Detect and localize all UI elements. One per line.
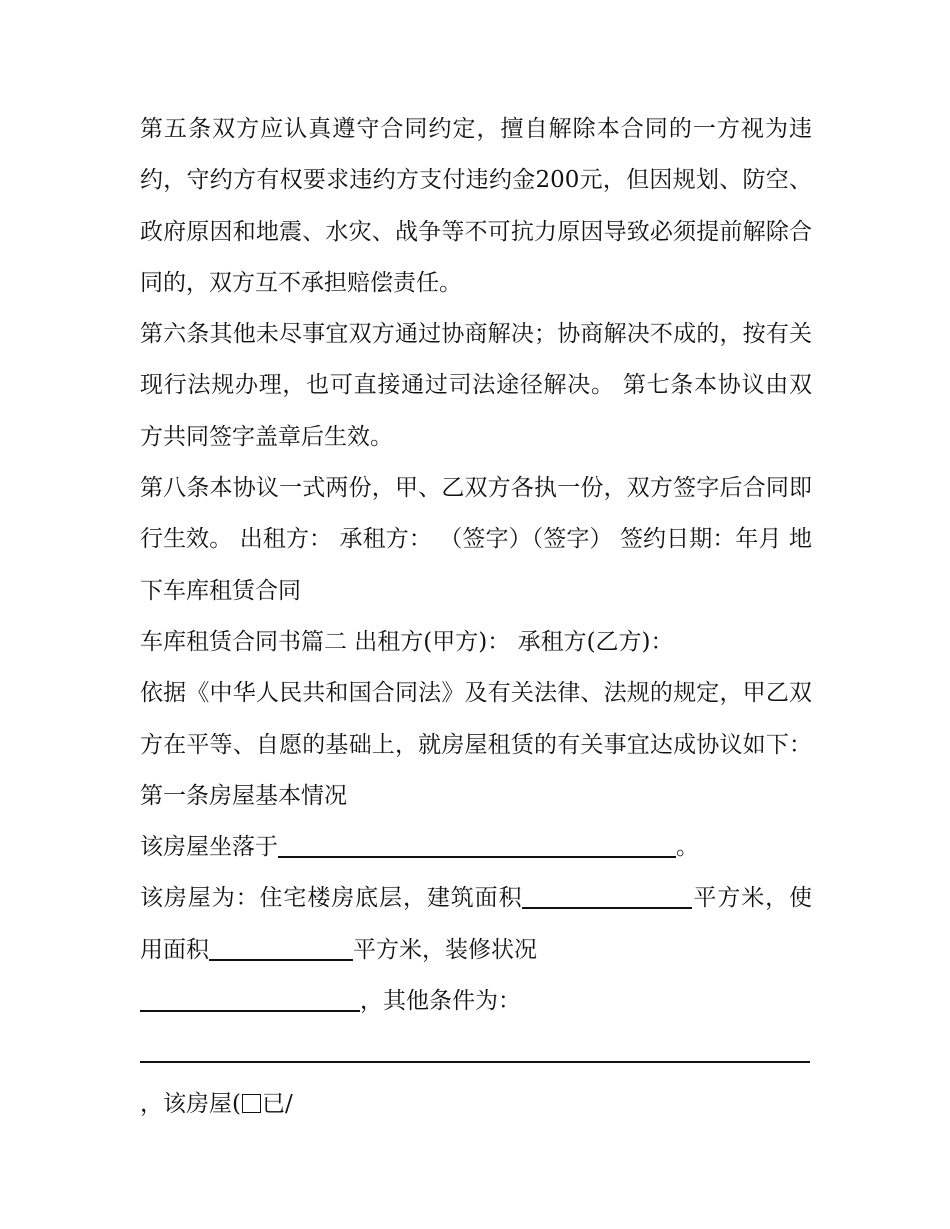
location-label: 该房屋坐落于 <box>140 834 278 861</box>
other-conditions-label: ，其他条件为： <box>360 988 521 1015</box>
decoration-label: 平方米，装修状况 <box>353 936 537 963</box>
building-area-blank <box>522 885 692 909</box>
checkbox-icon <box>242 1094 261 1113</box>
contract-text <box>140 104 812 1130</box>
building-area-label: 该房屋为：住宅楼房底层，建筑面积 <box>140 885 523 912</box>
article-8-paragraph <box>140 463 812 617</box>
house-status-option: 已/ <box>261 1090 293 1117</box>
other-conditions-blank <box>140 1039 810 1063</box>
house-status-label: ，该房屋( <box>140 1090 241 1117</box>
usable-area-label: 平方米，使用面积 <box>140 885 813 963</box>
location-blank <box>278 834 676 858</box>
article-5-text: 第五条双方应认真遵守合同约定，擅自解除本合同的一方视为违约，守约方有权要求违约方支付违约金200元，但因规划、防空、政府原因和地震、水灾、战争等不可抗力原因导致必须提前解除合同的，双方互不承担赔偿责任。 <box>140 116 812 296</box>
article-6-7-paragraph <box>140 309 812 463</box>
decoration-blank <box>140 988 360 1012</box>
preamble-text: 依据《中华人民共和国合同法》及有关法律、法规的规定，甲乙双方在平等、自愿的基础上，就房屋租赁的有关事宜达成协议如下： 第一条房屋基本情况 <box>140 680 812 809</box>
location-end: 。 <box>676 834 699 861</box>
location-line <box>140 822 812 873</box>
article-6-7-text: 第六条其他未尽事宜双方通过协商解决；协商解决不成的，按有关现行法规办理，也可直接通过司法途径解决。 第七条本协议由双方共同签字盖章后生效。 <box>140 321 812 450</box>
contract-two-title <box>140 617 812 668</box>
usable-area-blank <box>209 937 353 961</box>
article-8-text: 第八条本协议一式两份，甲、乙双方各执一份，双方签字后合同即行生效。 出租方： 承租方： （签字）（签字） 签约日期：年月 地下车库租赁合同 <box>140 475 812 604</box>
contract-two-parties-text: 车库租赁合同书篇二 出租方(甲方)： 承租方(乙方)： <box>140 628 674 655</box>
house-details-paragraph <box>140 873 812 1078</box>
article-5-paragraph <box>140 104 812 309</box>
house-status-line <box>140 1079 812 1130</box>
preamble-paragraph <box>140 668 812 822</box>
